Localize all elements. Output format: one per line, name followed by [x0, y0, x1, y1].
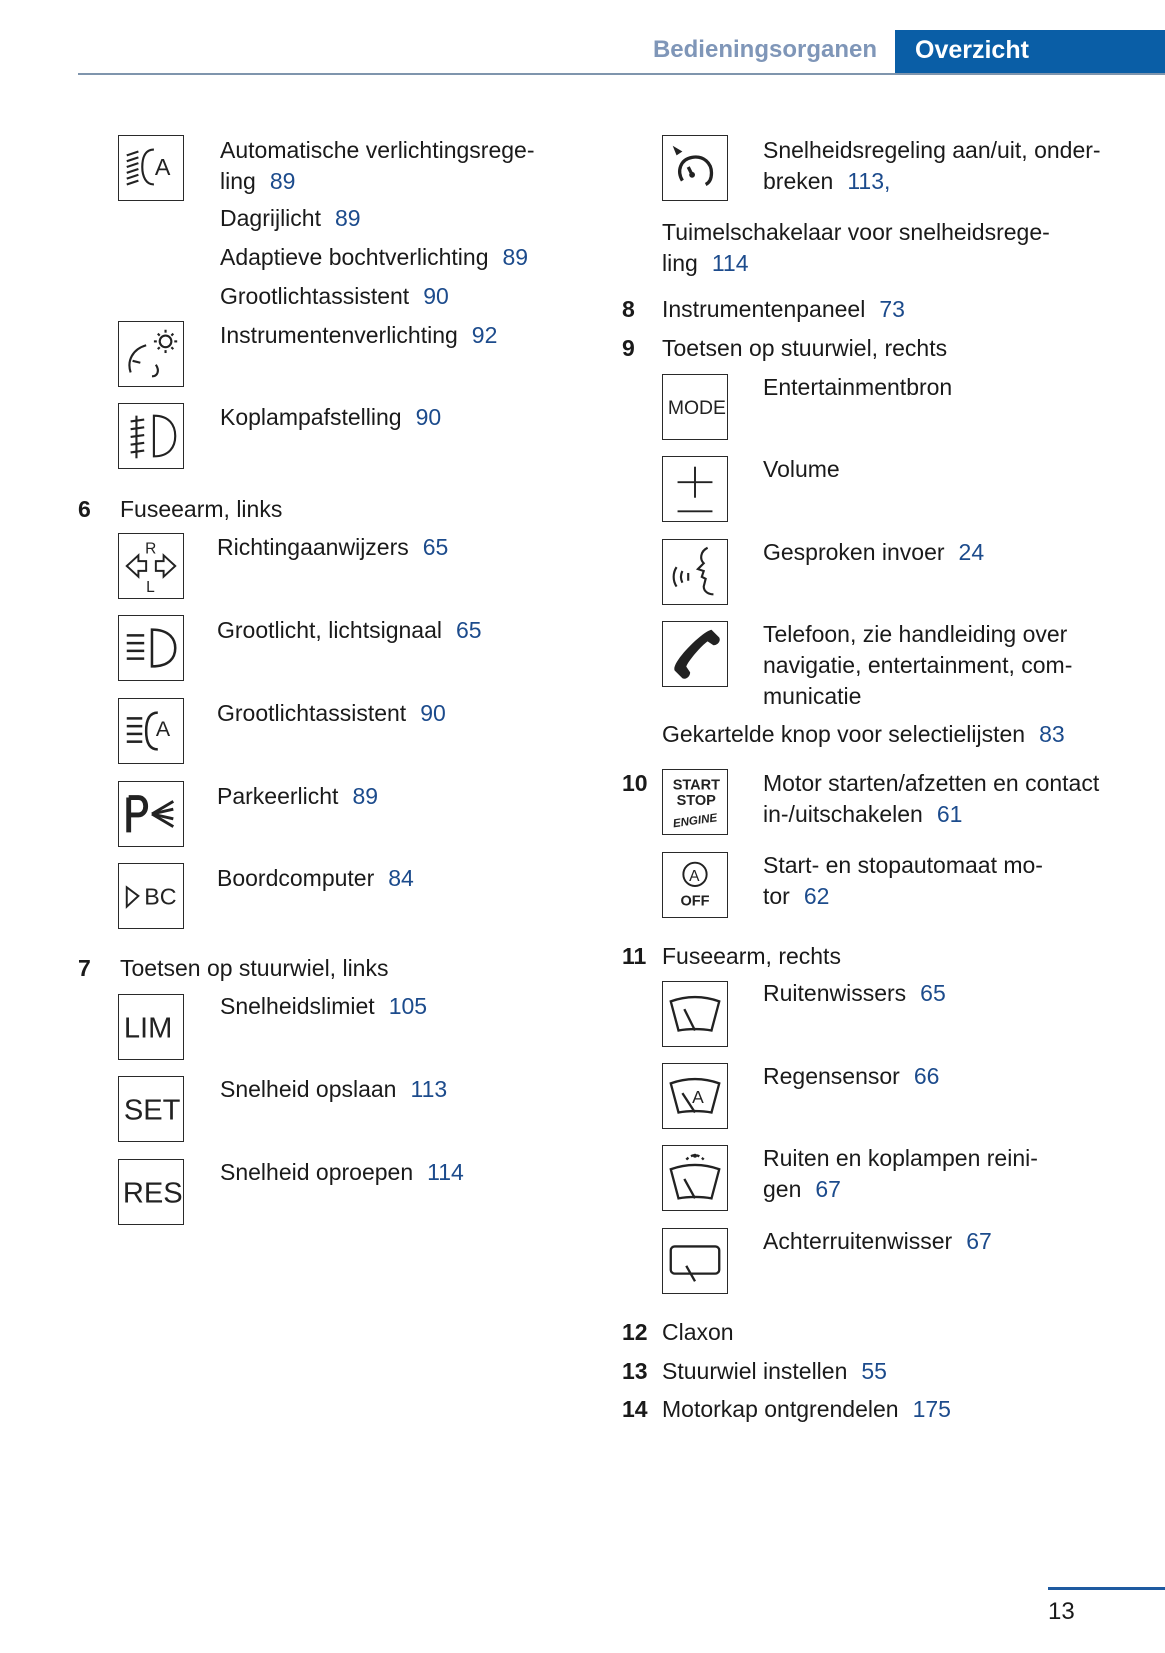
section-number: 12	[622, 1319, 648, 1345]
svg-text:BC: BC	[144, 883, 177, 910]
section-number: 11	[622, 943, 647, 969]
auto-lighting-icon	[118, 135, 184, 201]
svg-text:OFF: OFF	[680, 893, 710, 910]
list-item: Grootlichtassistent 90	[217, 700, 446, 726]
page-link[interactable]: 113,	[847, 168, 891, 194]
phone-icon	[662, 621, 728, 687]
svg-text:L: L	[146, 579, 155, 597]
list-item: Snelheidsregeling aan/uit, onder- breken 113,	[763, 137, 1101, 194]
section-title: Instrumentenpaneel 73	[662, 296, 905, 322]
footer-rule	[1048, 1587, 1165, 1590]
mode-button-icon	[662, 374, 728, 440]
page-link[interactable]: 65	[456, 617, 482, 643]
section-number: 7	[78, 955, 91, 981]
page-link[interactable]: 55	[861, 1358, 887, 1384]
parking-light-icon	[118, 781, 184, 847]
section-title: Toetsen op stuurwiel, links	[120, 955, 389, 981]
speed-limit-button-icon	[118, 994, 184, 1060]
list-item: Dagrijlicht 89	[220, 205, 361, 231]
page-link[interactable]: 92	[471, 322, 498, 348]
list-item: Tuimelschakelaar voor snelheidsrege- ling 114	[662, 219, 1050, 276]
section-title: Fuseearm, rechts	[662, 943, 841, 969]
svg-text:ENGINE: ENGINE	[672, 811, 719, 831]
volume-icon	[662, 456, 728, 522]
section-number: 13	[622, 1358, 648, 1384]
svg-text:SET: SET	[123, 1094, 181, 1127]
list-item: Start- en stopautomaat mo- tor 62	[763, 852, 1043, 909]
section-number: 6	[78, 496, 91, 522]
section-number: 10	[622, 770, 648, 796]
page-link[interactable]: 175	[912, 1396, 951, 1422]
section-title: Fuseearm, links	[120, 496, 283, 522]
list-item: Instrumentenverlichting 92	[220, 322, 498, 348]
page-link[interactable]: 67	[966, 1228, 992, 1254]
header-rule	[78, 73, 1165, 75]
wipers-icon	[662, 981, 728, 1047]
page-link[interactable]: 89	[352, 783, 379, 809]
section-title: Toetsen op stuurwiel, rechts	[662, 335, 948, 361]
instrument-lighting-icon	[118, 321, 184, 387]
svg-text:START: START	[672, 777, 721, 794]
auto-start-stop-off-icon	[662, 852, 728, 918]
resume-speed-button-icon	[118, 1159, 184, 1225]
page-link[interactable]: 73	[879, 296, 905, 322]
page-link[interactable]: 65	[920, 980, 946, 1006]
page-link[interactable]: 65	[422, 534, 449, 560]
list-item: Grootlichtassistent 90	[220, 283, 449, 309]
page-link[interactable]: 89	[269, 168, 296, 194]
list-item: Ruitenwissers 65	[763, 980, 946, 1006]
page-link[interactable]: 84	[388, 865, 414, 891]
list-item: Boordcomputer 84	[217, 865, 414, 891]
list-item: Snelheid opslaan 113	[220, 1076, 448, 1102]
start-stop-engine-icon	[662, 769, 728, 835]
list-item: Parkeerlicht 89	[217, 783, 379, 809]
high-beam-assistant-icon	[118, 698, 184, 764]
list-item: Gekartelde knop voor selectielijsten 83	[662, 721, 1065, 747]
list-item: Snelheid oproepen 114	[220, 1159, 464, 1185]
page-link[interactable]: 90	[423, 283, 449, 309]
list-item: Snelheidslimiet 105	[220, 993, 428, 1019]
rear-wiper-icon	[662, 1228, 728, 1294]
page-link[interactable]: 89	[502, 244, 529, 270]
list-item: Richtingaanwijzers 65	[217, 534, 449, 560]
svg-text:A: A	[692, 1086, 704, 1107]
headlamp-leveling-icon	[118, 403, 184, 469]
header-section-title: Bedieningsorganen	[652, 36, 877, 63]
page-link[interactable]: 24	[958, 539, 985, 565]
list-item: Grootlicht, lichtsignaal 65	[217, 617, 482, 643]
voice-input-icon	[662, 539, 728, 605]
page-link[interactable]: 90	[420, 700, 446, 726]
list-item: Entertainmentbron	[763, 374, 953, 400]
section-number: 14	[622, 1396, 648, 1422]
turn-signal-icon	[118, 533, 184, 599]
svg-text:A: A	[689, 868, 700, 886]
list-item: Telefoon, zie handleiding over navigatie, entertainment, com- municatie	[763, 621, 1073, 709]
section-number: 9	[622, 335, 635, 361]
svg-text:STOP: STOP	[676, 792, 716, 809]
cruise-control-icon	[662, 135, 728, 201]
page-link[interactable]: 67	[815, 1176, 841, 1202]
washer-icon	[662, 1145, 728, 1211]
section-number: 8	[622, 296, 635, 322]
list-item: Ruiten en koplampen reini- gen 67	[763, 1145, 1038, 1202]
svg-text:LIM: LIM	[123, 1012, 173, 1045]
rain-sensor-icon	[662, 1063, 728, 1129]
page-link[interactable]: 83	[1039, 721, 1065, 747]
page-link[interactable]: 89	[334, 205, 361, 231]
svg-text:R: R	[145, 540, 157, 558]
svg-text:RES: RES	[122, 1177, 183, 1210]
page-link[interactable]: 90	[415, 404, 442, 430]
page-link[interactable]: 114	[711, 250, 749, 276]
list-item: Koplampafstelling 90	[220, 404, 442, 430]
auto-icon-letter: A	[154, 153, 171, 180]
list-item: Achterruitenwisser 67	[763, 1228, 992, 1254]
list-item: Adaptieve bochtverlichting 89	[220, 244, 529, 270]
svg-text:MODE: MODE	[667, 396, 726, 419]
section-title: Motorkap ontgrendelen 175	[662, 1396, 951, 1422]
board-computer-icon	[118, 863, 184, 929]
list-item: Volume	[763, 456, 840, 482]
list-item: Motor starten/afzetten en contact in-/uitschakelen 61	[763, 770, 1100, 827]
page-link[interactable]: 66	[913, 1063, 940, 1089]
page-number: 13	[1048, 1598, 1075, 1625]
page-link[interactable]: 113	[410, 1076, 448, 1102]
list-item: Gesproken invoer 24	[763, 539, 985, 565]
page-link[interactable]: 105	[388, 993, 428, 1019]
set-speed-button-icon	[118, 1076, 184, 1142]
page-link[interactable]: 62	[803, 883, 830, 909]
page-link[interactable]: 61	[936, 801, 963, 827]
section-title: Stuurwiel instellen 55	[662, 1358, 887, 1384]
svg-text:A: A	[155, 716, 171, 741]
section-title: Claxon	[662, 1319, 734, 1345]
header-tab-overzicht: Overzicht	[895, 30, 1165, 74]
page-link[interactable]: 114	[427, 1159, 464, 1185]
list-item: Regensensor 66	[763, 1063, 940, 1089]
high-beam-icon	[118, 615, 184, 681]
list-item: Automatische verlichtingsrege- ling 89	[220, 137, 535, 194]
